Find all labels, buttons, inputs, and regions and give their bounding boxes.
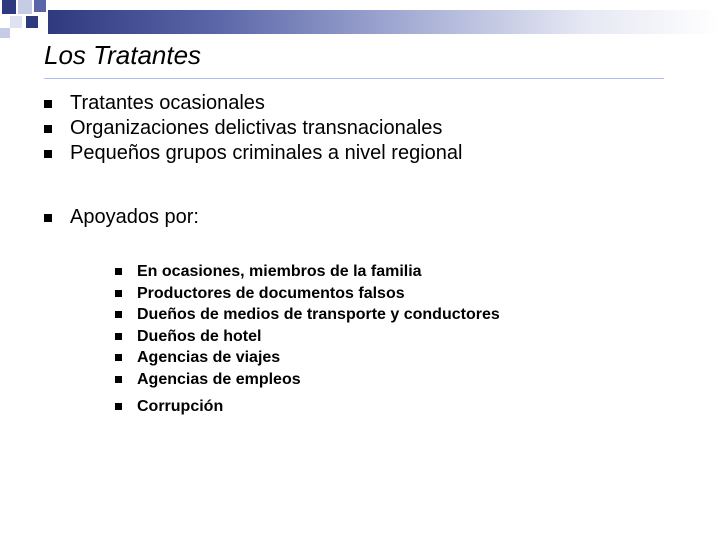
list-item-label: Agencias de empleos: [137, 370, 301, 388]
supported-heading-list: [44, 205, 199, 230]
square-bullet-icon: [115, 403, 122, 410]
square-bullet-icon: [115, 268, 122, 275]
list-item-label: Productores de documentos falsos: [137, 284, 405, 302]
list-item-label: En ocasiones, miembros de la familia: [137, 263, 422, 280]
list-item-label: Dueños de medios de transporte y conductores: [137, 306, 500, 324]
square-bullet-icon: [44, 214, 52, 222]
decor-square-tiny: [0, 28, 10, 38]
decor-square-small: [26, 16, 38, 28]
list-item: [115, 326, 500, 348]
list-item: [44, 116, 462, 141]
list-item-label: Agencias de viajes: [137, 349, 281, 367]
supported-heading: Apoyados por:: [70, 206, 199, 228]
list-item-label: Pequeños grupos criminales a nivel regional: [70, 142, 463, 164]
list-item: [44, 141, 462, 166]
list-item: [115, 369, 500, 391]
decor-square-pale: [10, 16, 22, 28]
list-item-label: Dueños de hotel: [137, 327, 262, 345]
title-divider: [44, 78, 664, 79]
decor-square-mid: [34, 0, 46, 12]
list-item: [44, 91, 462, 116]
square-bullet-icon: [44, 150, 52, 158]
list-item-label: Tratantes ocasionales: [70, 92, 265, 114]
list-item-label: Organizaciones delictivas transnacionales: [70, 117, 443, 139]
list-item-label: Corrupción: [137, 398, 224, 415]
slide-title: Los Tratantes: [44, 40, 202, 70]
list-item: [115, 304, 500, 326]
list-item: [115, 347, 500, 369]
main-bullet-list: [44, 91, 462, 166]
square-bullet-icon: [115, 290, 122, 297]
square-bullet-icon: [44, 100, 52, 108]
header-gradient-band: [48, 10, 720, 34]
square-bullet-icon: [115, 376, 122, 383]
list-item: [115, 283, 500, 305]
list-item: [44, 205, 199, 230]
last-sub-bullet-list: [115, 396, 223, 418]
square-bullet-icon: [115, 311, 122, 318]
square-bullet-icon: [115, 354, 122, 361]
square-bullet-icon: [44, 125, 52, 133]
sub-bullet-list: [115, 261, 500, 391]
decor-square-light: [18, 0, 32, 14]
square-bullet-icon: [115, 333, 122, 340]
list-item: [115, 261, 500, 283]
decor-square-dark: [2, 0, 16, 14]
list-item: [115, 396, 223, 418]
